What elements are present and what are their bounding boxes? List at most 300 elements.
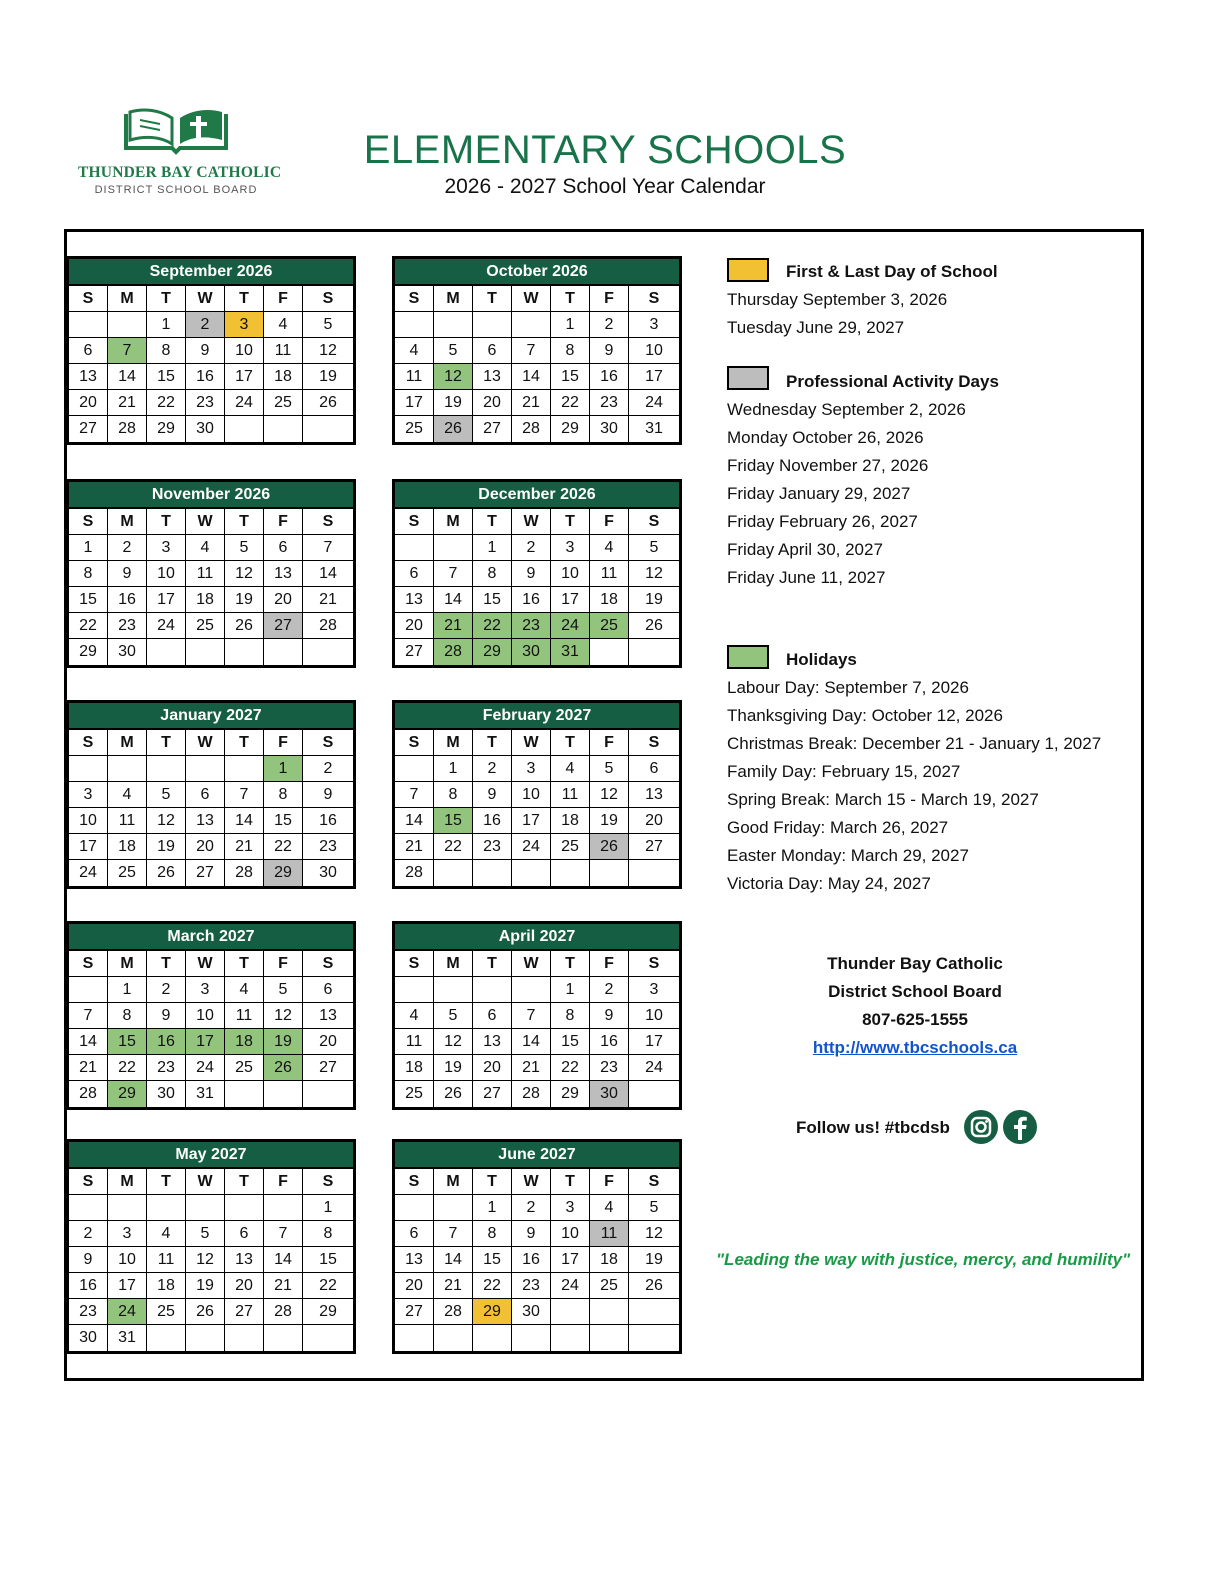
page-title: ELEMENTARY SCHOOLS	[363, 128, 847, 172]
month-title: May 2027	[69, 1142, 353, 1167]
day-cell: 28	[108, 416, 147, 442]
day-cell: 9	[473, 782, 512, 808]
weekday-header: M	[108, 509, 147, 535]
day-cell: 31	[186, 1081, 225, 1107]
day-cell: 9	[512, 1221, 551, 1247]
day-cell: 25	[590, 1273, 629, 1299]
day-cell: 11	[108, 808, 147, 834]
day-cell: 28	[264, 1299, 303, 1325]
day-cell: 18	[264, 364, 303, 390]
day-cell: 12	[629, 561, 679, 587]
day-cell: 6	[395, 1221, 434, 1247]
month-grid	[69, 949, 353, 1107]
day-cell: 19	[147, 834, 186, 860]
logo-name: THUNDER BAY CATHOLIC	[78, 164, 282, 181]
day-cell: 31	[551, 639, 590, 665]
month-grid	[395, 1167, 679, 1351]
day-cell: 14	[225, 808, 264, 834]
day-cell: 2	[69, 1221, 108, 1247]
day-cell: 7	[225, 782, 264, 808]
day-cell: 24	[225, 390, 264, 416]
day-cell	[473, 312, 512, 338]
day-cell: 16	[473, 808, 512, 834]
weekday-header: S	[303, 951, 353, 977]
month-grid	[395, 507, 679, 665]
day-cell	[434, 1325, 473, 1351]
day-cell: 21	[69, 1055, 108, 1081]
day-cell: 10	[629, 338, 679, 364]
legend-line: Thursday September 3, 2026	[727, 290, 948, 309]
day-cell	[147, 1195, 186, 1221]
day-cell	[629, 1325, 679, 1351]
weekday-header: T	[147, 509, 186, 535]
month-march-2027	[66, 921, 356, 1110]
day-cell: 5	[225, 535, 264, 561]
day-cell	[225, 756, 264, 782]
day-cell: 3	[186, 977, 225, 1003]
day-cell: 11	[590, 561, 629, 587]
month-grid	[395, 949, 679, 1107]
day-cell: 21	[512, 1055, 551, 1081]
day-cell: 3	[147, 535, 186, 561]
day-cell: 18	[108, 834, 147, 860]
weekday-header: W	[512, 730, 551, 756]
legend-line: Labour Day: September 7, 2026	[727, 678, 969, 697]
day-cell: 10	[108, 1247, 147, 1273]
website-link[interactable]: http://www.tbcschools.ca	[812, 1038, 1018, 1057]
day-cell: 23	[512, 613, 551, 639]
day-cell: 26	[147, 860, 186, 886]
weekday-header: F	[590, 730, 629, 756]
weekday-header: T	[225, 1169, 264, 1195]
month-title: June 2027	[395, 1142, 679, 1167]
day-cell: 24	[108, 1299, 147, 1325]
day-cell	[186, 1195, 225, 1221]
day-cell: 15	[473, 1247, 512, 1273]
weekday-header: T	[147, 286, 186, 312]
day-cell: 24	[629, 1055, 679, 1081]
day-cell: 3	[69, 782, 108, 808]
weekday-header: W	[512, 1169, 551, 1195]
weekday-header: S	[69, 730, 108, 756]
day-cell	[186, 1325, 225, 1351]
day-cell: 17	[186, 1029, 225, 1055]
day-cell: 26	[303, 390, 353, 416]
day-cell: 4	[108, 782, 147, 808]
day-cell: 30	[319, 864, 337, 881]
weekday-header: T	[551, 286, 590, 312]
day-cell: 17	[69, 834, 108, 860]
day-cell: 29	[264, 860, 303, 886]
weekday-header: S	[303, 730, 353, 756]
day-cell: 9	[186, 338, 225, 364]
day-cell: 15	[147, 364, 186, 390]
day-cell: 15	[434, 808, 473, 834]
day-cell: 5	[264, 977, 303, 1003]
month-title: April 2027	[395, 924, 679, 949]
day-cell: 11	[395, 364, 434, 390]
day-cell: 15	[69, 587, 108, 613]
day-cell: 11	[590, 1221, 629, 1247]
day-cell: 18	[225, 1029, 264, 1055]
day-cell: 24	[551, 613, 590, 639]
day-cell: 20	[395, 613, 434, 639]
day-cell: 6	[264, 535, 303, 561]
weekday-header: W	[186, 509, 225, 535]
day-cell: 28	[512, 416, 551, 442]
day-cell: 15	[473, 587, 512, 613]
day-cell	[629, 860, 679, 886]
weekday-header: S	[629, 1169, 679, 1195]
day-cell: 25	[264, 390, 303, 416]
day-cell: 19	[629, 587, 679, 613]
day-cell: 17	[512, 808, 551, 834]
day-cell: 29	[473, 639, 512, 665]
day-cell: 20	[473, 1055, 512, 1081]
day-cell: 18	[551, 808, 590, 834]
day-cell: 19	[434, 1055, 473, 1081]
day-cell: 12	[186, 1247, 225, 1273]
day-cell: 11	[186, 561, 225, 587]
day-cell: 25	[147, 1299, 186, 1325]
day-cell: 5	[434, 1003, 473, 1029]
month-grid	[69, 507, 353, 665]
day-cell	[303, 639, 353, 665]
day-cell: 26	[629, 613, 679, 639]
day-cell	[551, 860, 590, 886]
facebook-icon[interactable]	[1003, 1110, 1037, 1144]
book-cross-icon	[120, 104, 232, 156]
day-cell: 31	[108, 1325, 147, 1351]
day-cell	[395, 1195, 434, 1221]
weekday-header: S	[395, 730, 434, 756]
day-cell	[225, 1081, 264, 1107]
day-cell: 26	[629, 1273, 679, 1299]
day-cell	[434, 1195, 473, 1221]
day-cell: 29	[551, 416, 590, 442]
day-cell: 11	[264, 338, 303, 364]
day-cell: 20	[69, 390, 108, 416]
day-cell: 6	[186, 782, 225, 808]
weekday-header: M	[434, 730, 473, 756]
weekday-header: T	[551, 730, 590, 756]
day-cell	[629, 1081, 679, 1107]
weekday-header: T	[473, 951, 512, 977]
day-cell: 13	[264, 561, 303, 587]
weekday-header: W	[186, 286, 225, 312]
day-cell	[590, 860, 629, 886]
day-cell: 27	[473, 416, 512, 442]
weekday-header: M	[108, 286, 147, 312]
day-cell	[303, 1081, 353, 1107]
month-grid	[69, 284, 353, 442]
weekday-header: T	[473, 286, 512, 312]
day-cell: 7	[512, 338, 551, 364]
day-cell: 25	[395, 416, 434, 442]
day-cell: 4	[590, 1195, 629, 1221]
legend-line: Tuesday June 29, 2027	[727, 318, 905, 337]
day-cell	[434, 312, 473, 338]
month-title: January 2027	[69, 703, 353, 728]
weekday-header: S	[69, 1169, 108, 1195]
day-cell: 8	[473, 1221, 512, 1247]
day-cell: 16	[512, 1247, 551, 1273]
legend-title-pa-days: Professional Activity Days	[786, 372, 999, 391]
day-cell: 6	[473, 1003, 512, 1029]
day-cell	[590, 639, 629, 665]
legend-line: Monday October 26, 2026	[727, 428, 924, 447]
day-cell: 2	[147, 977, 186, 1003]
day-cell	[473, 860, 512, 886]
day-cell	[473, 1325, 512, 1351]
day-cell: 13	[629, 782, 679, 808]
weekday-header: M	[108, 1169, 147, 1195]
month-november-2026	[66, 479, 356, 668]
weekday-header: S	[395, 509, 434, 535]
day-cell: 12	[303, 338, 353, 364]
day-cell: 30	[512, 1299, 551, 1325]
day-cell	[512, 312, 551, 338]
day-cell: 2	[512, 1195, 551, 1221]
weekday-header: T	[551, 951, 590, 977]
day-cell: 2	[590, 977, 629, 1003]
legend-line: Spring Break: March 15 - March 19, 2027	[727, 790, 1039, 809]
day-cell: 5	[590, 756, 629, 782]
day-cell: 23	[473, 834, 512, 860]
day-cell: 13	[473, 364, 512, 390]
day-cell: 13	[186, 808, 225, 834]
day-cell: 28	[434, 1299, 473, 1325]
day-cell: 1	[473, 1195, 512, 1221]
contact-org-line1: Thunder Bay Catholic	[827, 954, 1003, 973]
day-cell: 13	[395, 587, 434, 613]
month-april-2027	[392, 921, 682, 1110]
month-june-2027	[392, 1139, 682, 1354]
day-cell: 18	[186, 587, 225, 613]
day-cell: 8	[108, 1003, 147, 1029]
month-title: March 2027	[69, 924, 353, 949]
day-cell: 7	[303, 535, 353, 561]
day-cell: 15	[551, 364, 590, 390]
day-cell: 30	[69, 1325, 108, 1351]
day-cell: 10	[225, 338, 264, 364]
day-cell: 19	[590, 808, 629, 834]
day-cell: 4	[225, 977, 264, 1003]
day-cell: 12	[147, 808, 186, 834]
day-cell: 25	[590, 613, 629, 639]
day-cell: 22	[108, 1055, 147, 1081]
day-cell: 9	[590, 1003, 629, 1029]
day-cell: 1	[551, 312, 590, 338]
weekday-header: S	[629, 509, 679, 535]
day-cell: 21	[395, 834, 434, 860]
weekday-header: S	[303, 509, 353, 535]
day-cell: 27	[303, 1055, 353, 1081]
day-cell	[434, 977, 473, 1003]
day-cell: 24	[551, 1273, 590, 1299]
day-cell: 15	[303, 1247, 353, 1273]
day-cell	[590, 1299, 629, 1325]
day-cell: 6	[395, 561, 434, 587]
day-cell	[395, 977, 434, 1003]
day-cell: 7	[512, 1003, 551, 1029]
day-cell	[69, 312, 108, 338]
legend-line: Good Friday: March 26, 2027	[727, 818, 949, 837]
day-cell: 23	[147, 1055, 186, 1081]
day-cell	[551, 1325, 590, 1351]
day-cell: 14	[108, 364, 147, 390]
day-cell: 18	[590, 1247, 629, 1273]
day-cell: 10	[69, 808, 108, 834]
day-cell: 29	[303, 1299, 353, 1325]
day-cell	[395, 535, 434, 561]
month-title: September 2026	[69, 259, 353, 284]
day-cell: 5	[629, 1195, 679, 1221]
day-cell: 16	[69, 1273, 108, 1299]
day-cell: 30	[512, 639, 551, 665]
day-cell: 14	[434, 1247, 473, 1273]
page-subtitle: 2026 - 2027 School Year Calendar	[444, 175, 766, 198]
weekday-header: M	[434, 286, 473, 312]
day-cell: 30	[108, 639, 147, 665]
day-cell: 4	[186, 535, 225, 561]
weekday-header: T	[147, 1169, 186, 1195]
day-cell	[264, 1195, 303, 1221]
day-cell: 2	[303, 756, 353, 782]
day-cell: 16	[590, 1029, 629, 1055]
day-cell: 22	[69, 613, 108, 639]
day-cell: 20	[395, 1273, 434, 1299]
day-cell: 27	[395, 639, 434, 665]
weekday-header: F	[264, 730, 303, 756]
day-cell: 19	[303, 364, 353, 390]
day-cell: 3	[108, 1221, 147, 1247]
day-cell: 25	[186, 613, 225, 639]
day-cell	[264, 1081, 303, 1107]
day-cell: 9	[590, 338, 629, 364]
day-cell: 22	[551, 1055, 590, 1081]
day-cell: 14	[395, 808, 434, 834]
day-cell	[186, 756, 225, 782]
day-cell	[395, 312, 434, 338]
day-cell: 17	[395, 390, 434, 416]
day-cell: 30	[147, 1081, 186, 1107]
weekday-header: F	[590, 509, 629, 535]
legend-swatch-pa-days	[727, 366, 769, 390]
day-cell: 14	[303, 561, 353, 587]
weekday-header: T	[225, 951, 264, 977]
month-may-2027	[66, 1139, 356, 1354]
day-cell: 9	[147, 1003, 186, 1029]
weekday-header: S	[395, 1169, 434, 1195]
day-cell: 20	[225, 1273, 264, 1299]
day-cell: 27	[395, 1299, 434, 1325]
weekday-header: T	[147, 951, 186, 977]
day-cell: 1	[69, 535, 108, 561]
day-cell: 1	[108, 977, 147, 1003]
day-cell: 10	[512, 782, 551, 808]
weekday-header: W	[512, 951, 551, 977]
day-cell: 15	[264, 808, 303, 834]
day-cell: 26	[264, 1055, 303, 1081]
day-cell	[147, 1325, 186, 1351]
day-cell: 12	[434, 1029, 473, 1055]
day-cell: 13	[69, 364, 108, 390]
day-cell: 17	[147, 587, 186, 613]
weekday-header: F	[264, 286, 303, 312]
day-cell: 22	[473, 613, 512, 639]
day-cell	[225, 416, 264, 442]
month-title: October 2026	[395, 259, 679, 284]
legend-line: Friday June 11, 2027	[727, 568, 886, 587]
day-cell	[108, 1195, 147, 1221]
weekday-header: S	[303, 1169, 353, 1195]
day-cell: 8	[303, 1221, 353, 1247]
day-cell: 23	[303, 834, 353, 860]
weekday-header: M	[108, 730, 147, 756]
weekday-header: S	[629, 951, 679, 977]
day-cell: 16	[108, 587, 147, 613]
weekday-header: W	[186, 1169, 225, 1195]
day-cell: 5	[147, 782, 186, 808]
month-title: February 2027	[395, 703, 679, 728]
month-february-2027	[392, 700, 682, 889]
legend-line: Christmas Break: December 21 - January 1, 2027	[727, 734, 1102, 753]
day-cell: 8	[264, 782, 303, 808]
day-cell: 17	[629, 364, 679, 390]
logo-subtitle: DISTRICT SCHOOL BOARD	[94, 184, 258, 196]
day-cell	[69, 977, 108, 1003]
day-cell: 24	[629, 390, 679, 416]
day-cell: 5	[434, 338, 473, 364]
day-cell: 29	[147, 416, 186, 442]
weekday-header: M	[108, 951, 147, 977]
day-cell: 6	[69, 338, 108, 364]
day-cell: 10	[629, 1003, 679, 1029]
day-cell: 5	[629, 535, 679, 561]
day-cell: 27	[629, 834, 679, 860]
legend-line: Friday April 30, 2027	[727, 540, 883, 559]
day-cell: 28	[225, 860, 264, 886]
day-cell: 22	[147, 390, 186, 416]
day-cell: 22	[434, 834, 473, 860]
day-cell: 23	[512, 1273, 551, 1299]
weekday-header: T	[473, 730, 512, 756]
day-cell: 21	[264, 1273, 303, 1299]
day-cell	[303, 416, 353, 442]
day-cell: 18	[395, 1055, 434, 1081]
day-cell: 5	[303, 312, 353, 338]
weekday-header: F	[590, 951, 629, 977]
day-cell: 9	[69, 1247, 108, 1273]
month-january-2027	[66, 700, 356, 889]
day-cell	[473, 977, 512, 1003]
school-board-logo	[78, 104, 282, 200]
weekday-header: F	[590, 1169, 629, 1195]
day-cell: 19	[225, 587, 264, 613]
day-cell: 19	[186, 1273, 225, 1299]
day-cell	[551, 1299, 590, 1325]
day-cell: 21	[225, 834, 264, 860]
day-cell: 21	[512, 390, 551, 416]
day-cell: 26	[186, 1299, 225, 1325]
instagram-icon[interactable]	[964, 1110, 998, 1144]
day-cell: 11	[147, 1247, 186, 1273]
day-cell	[225, 639, 264, 665]
day-cell: 16	[303, 808, 353, 834]
weekday-header: W	[186, 730, 225, 756]
weekday-header: T	[551, 1169, 590, 1195]
